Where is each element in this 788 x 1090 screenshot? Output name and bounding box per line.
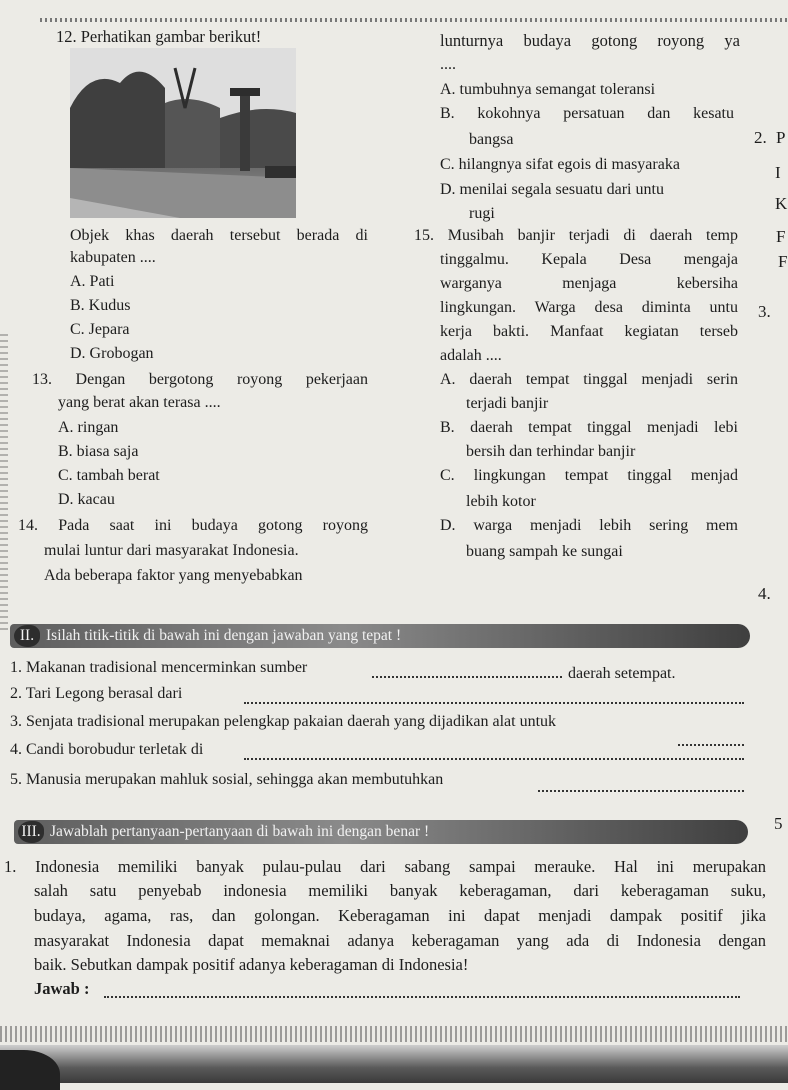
edge-fragment-4: K [775, 194, 788, 213]
section-2-title: Isilah titik-titik di bawah ini dengan jawaban yang tepat ! [46, 627, 402, 644]
q14-line3: Ada beberapa faktor yang menyebabkan [44, 567, 303, 584]
q14-option-c[interactable]: C. hilangnya sifat egois di masyaraka [440, 156, 680, 173]
q15-option-c-cont: lebih kotor [466, 493, 536, 510]
q15-line3: warganya menjaga kebersiha [440, 275, 738, 292]
q15-option-d-cont: buang sampah ke sungai [466, 543, 623, 560]
fill-item-5-blank[interactable] [538, 790, 744, 792]
q13-line2: yang berat akan terasa .... [58, 394, 221, 411]
q15-line5: kerja bakti. Manfaat kegiatan terseb [440, 323, 738, 340]
fill-item-3-blank[interactable] [678, 744, 744, 746]
decorative-border-top [40, 18, 788, 22]
edge-fragment-5: F [776, 227, 786, 246]
q15-line1: 15. Musibah banjir terjadi di daerah temp [414, 227, 738, 244]
q14-cont-ellipsis: .... [440, 56, 456, 73]
fill-item-1-text: 1. Makanan tradisional mencerminkan sumber [10, 659, 308, 676]
edge-fragment-8: 4. [758, 584, 771, 603]
q12-caption-line1: Objek khas daerah tersebut berada di [70, 227, 368, 244]
fill-item-4-blank[interactable] [244, 758, 744, 760]
q14-cont-topline: lunturnya budaya gotong royong ya [440, 31, 740, 50]
q12-option-b[interactable]: B. Kudus [70, 297, 131, 314]
essay-q1-line1: 1. Indonesia memiliki banyak pulau-pulau dari sabang sampai merauke. Hal ini merupakan [4, 857, 766, 876]
q14-option-d[interactable]: D. menilai segala sesuatu dari untu [440, 181, 664, 198]
fill-item-3-text: 3. Senjata tradisional merupakan pelengkap pakaian daerah yang dijadikan alat untuk [10, 713, 557, 730]
q14-option-d-cont: rugi [469, 205, 495, 222]
q12-option-d[interactable]: D. Grobogan [70, 345, 154, 362]
section-3-title: Jawablah pertanyaan-pertanyaan di bawah ini dengan benar ! [50, 823, 430, 840]
decorative-border-left [0, 330, 8, 630]
edge-fragment-2: P [776, 128, 786, 147]
q15-line2: tinggalmu. Kepala Desa mengaja [440, 251, 738, 268]
fill-item-5-text: 5. Manusia merupakan mahluk sosial, sehingga akan membutuhkan [10, 771, 444, 788]
fill-item-1-after: daerah setempat. [568, 665, 676, 682]
essay-q1-line2: salah satu penyebab indonesia memiliki banyak keberagaman, dari keberagaman suku, [34, 881, 766, 900]
edge-fragment-7: 3. [758, 302, 771, 321]
q13-option-a[interactable]: A. ringan [58, 419, 119, 436]
q14-line1: 14. Pada saat ini budaya gotong royong [18, 517, 368, 534]
q14-option-a[interactable]: A. tumbuhnya semangat toleransi [440, 81, 656, 98]
q15-option-d: D. warga menjadi lebih sering mem [440, 517, 738, 534]
page-shadow [0, 1045, 788, 1083]
q15-line4: lingkungan. Warga desa diminta untu [440, 299, 738, 316]
essay-q1-line3: budaya, agama, ras, dan golongan. Keberagaman ini dapat menjadi dampak positif jika [34, 906, 766, 925]
q15-option-c: C. lingkungan tempat tinggal menjad [440, 467, 738, 484]
section-3-banner [14, 820, 748, 844]
essay-q1-line5: baik. Sebutkan dampak positif adanya keberagaman di Indonesia! [34, 955, 469, 974]
answer-label: Jawab : [34, 979, 90, 998]
q12-prompt: 12. Perhatikan gambar berikut! [56, 27, 262, 46]
section-3-number: III. [18, 821, 44, 843]
q12-option-c[interactable]: C. Jepara [70, 321, 130, 338]
q12-option-a[interactable]: A. Pati [70, 273, 115, 290]
q12-caption-line2: kabupaten .... [70, 249, 156, 266]
q15-line6: adalah .... [440, 347, 502, 364]
section-2-number: II. [14, 625, 40, 647]
answer-line[interactable] [104, 996, 740, 998]
fill-item-2-blank[interactable] [244, 702, 744, 704]
edge-fragment-3: I [775, 163, 781, 182]
q14-option-b-cont: bangsa [469, 131, 514, 148]
tower-photo [70, 48, 296, 218]
q15-option-a: A. daerah tempat tinggal menjadi serin [440, 371, 738, 388]
section-2-banner [10, 624, 750, 648]
q15-option-b-cont: bersih dan terhindar banjir [466, 443, 636, 460]
fill-item-2-text: 2. Tari Legong berasal dari [10, 685, 183, 702]
fill-item-1-blank[interactable] [372, 676, 562, 678]
q13-option-d[interactable]: D. kacau [58, 491, 115, 508]
edge-fragment-9: 5 [774, 814, 783, 833]
q13-line1: 13. Dengan bergotong royong pekerjaan [32, 371, 368, 388]
edge-fragment-1: 2. [754, 128, 767, 147]
edge-fragment-6: F [778, 252, 788, 271]
fill-item-4-text: 4. Candi borobudur terletak di [10, 741, 204, 758]
q14-line2: mulai luntur dari masyarakat Indonesia. [44, 542, 299, 559]
q13-option-c[interactable]: C. tambah berat [58, 467, 160, 484]
q13-option-b[interactable]: B. biasa saja [58, 443, 139, 460]
q14-option-b: B. kokohnya persatuan dan kesatu [440, 105, 734, 122]
q15-option-b: B. daerah tempat tinggal menjadi lebi [440, 419, 738, 436]
essay-q1-line4: masyarakat Indonesia dapat memaknai adanya keberagaman yang ada di Indonesia dengan [34, 931, 766, 950]
q15-option-a-cont: terjadi banjir [466, 395, 549, 412]
decorative-border-bottom [0, 1026, 788, 1042]
